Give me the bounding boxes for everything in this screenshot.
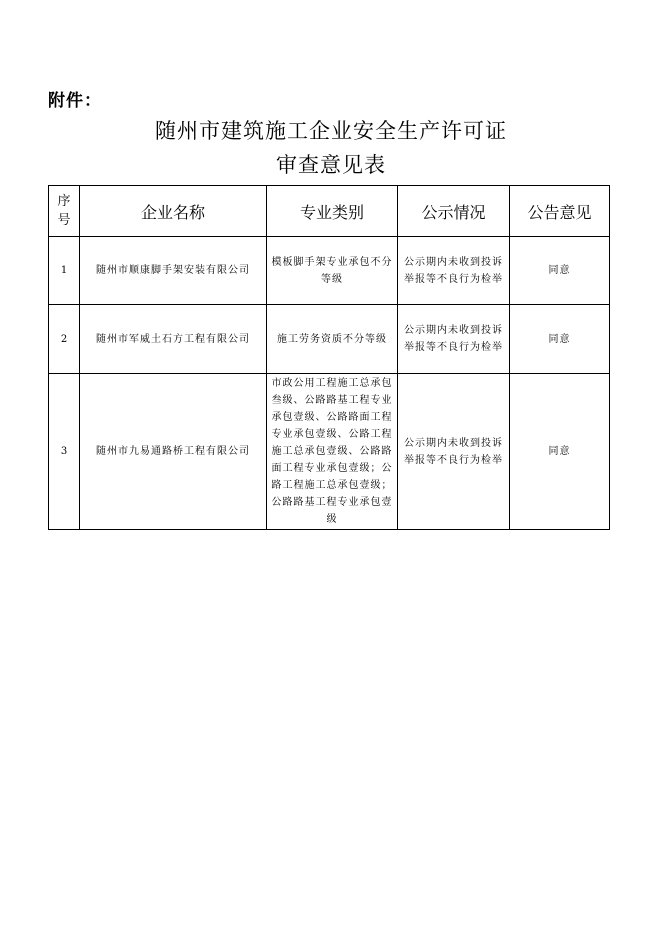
document-title-line1: 随州市建筑施工企业安全生产许可证: [155, 119, 507, 143]
cell-publicity: 公示期内未收到投诉举报等不良行为检举: [398, 305, 510, 374]
cell-opinion: 同意: [510, 237, 610, 305]
header-opinion: 公告意见: [510, 186, 610, 237]
header-seq-line1: 序: [57, 194, 71, 209]
review-opinion-table: [48, 185, 610, 530]
table-header-row: [49, 186, 610, 237]
cell-company: 随州市顺康脚手架安装有限公司: [80, 237, 267, 305]
table-row: [49, 305, 610, 374]
table-row: [49, 374, 610, 530]
header-seq-line2: 号: [57, 213, 71, 228]
cell-seq: 3: [49, 374, 80, 530]
cell-company: 随州市九易通路桥工程有限公司: [80, 374, 267, 530]
cell-publicity: 公示期内未收到投诉举报等不良行为检举: [398, 374, 510, 530]
cell-company: 随州市军威土石方工程有限公司: [80, 305, 267, 374]
header-seq: [49, 186, 80, 237]
cell-seq: 1: [49, 237, 80, 305]
cell-seq: 2: [49, 305, 80, 374]
header-publicity: 公示情况: [398, 186, 510, 237]
cell-opinion: 同意: [510, 374, 610, 530]
table-row: [49, 237, 610, 305]
attachment-label: 附件：: [48, 91, 102, 111]
document-title-line2: 审查意见表: [276, 153, 386, 177]
cell-category: 市政公用工程施工总承包叁级、公路路基工程专业承包壹级、公路路面工程专业承包壹级、公路工程施工总承包壹级、公路路面工程专业承包壹级；公路工程施工总承包壹级；公路路基工程专业承包壹级: [267, 374, 398, 530]
cell-publicity: 公示期内未收到投诉举报等不良行为检举: [398, 237, 510, 305]
header-category: 专业类别: [267, 186, 398, 237]
cell-category: 模板脚手架专业承包不分等级: [267, 237, 398, 305]
cell-opinion: 同意: [510, 305, 610, 374]
cell-category: 施工劳务资质不分等级: [267, 305, 398, 374]
header-company: 企业名称: [80, 186, 267, 237]
